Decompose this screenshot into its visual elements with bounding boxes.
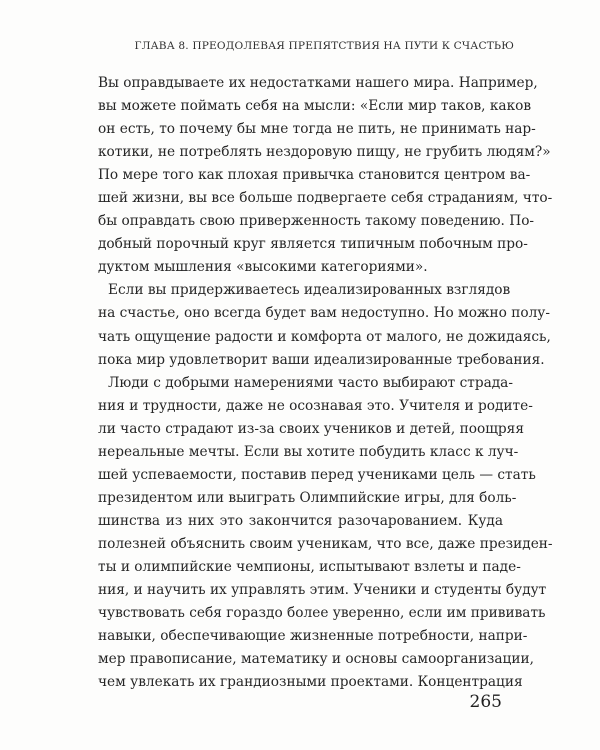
text-line: навыки, обеспечивающие жизненные потребности, напри- xyxy=(98,628,528,645)
text-line: Вы оправдываете их недостатками нашего мира. Например, xyxy=(98,75,538,91)
text-line: полезней объяснить своим ученикам, что все, даже президен- xyxy=(98,535,553,552)
text-line: на счастье, оно всегда будет вам недоступно. Но можно полу- xyxy=(98,305,550,322)
text-line: чем увлекать их грандиозными проектами. Концентрация xyxy=(98,674,523,691)
text-line: ли часто страдают из-за своих учеников и детей, поощряя xyxy=(98,420,524,437)
text-line: чать ощущение радости и комфорта от малого, не дожидаясь, xyxy=(98,328,551,345)
text-line: ты и олимпийские чемпионы, испытывают взлеты и паде- xyxy=(98,558,521,575)
text-line: дуктом мышления «высокими категориями». xyxy=(98,259,428,276)
text-line: ния и трудности, даже не осознавая это. Учителя и родите- xyxy=(98,397,533,414)
text-line: По мере того как плохая привычка становится центром ва- xyxy=(98,167,531,184)
text-line: котики, не потреблять нездоровую пищу, не грубить людям?» xyxy=(98,144,551,161)
text-line: вы можете поймать себя на мысли: «Если мир таков, каков xyxy=(98,98,532,115)
paragraph xyxy=(98,72,553,279)
paragraph xyxy=(98,372,553,695)
text-line: добный порочный круг является типичным побочным про- xyxy=(98,236,528,253)
text-line: чувствовать себя гораздо более уверенно, если им прививать xyxy=(98,605,546,622)
text-line: нереальные мечты. Если вы хотите побудить класс к луч- xyxy=(98,443,519,460)
paragraph xyxy=(98,279,551,371)
text-line: шей жизни, вы все больше подвергаете себя страданиям, что- xyxy=(98,190,553,207)
text-line: мер правописание, математику и основы самоорганизации, xyxy=(98,651,534,668)
text-line: Люди с добрыми намерениями часто выбирают страда- xyxy=(108,374,513,391)
text-line: шинства из них это закончится разочарованием. Куда xyxy=(98,512,503,529)
running-header: ГЛАВА 8. ПРЕОДОЛЕВАЯ ПРЕПЯТСТВИЯ НА ПУТИ К СЧАСТЬЮ xyxy=(134,40,514,52)
body-text xyxy=(98,72,553,694)
text-line: Если вы придерживаетесь идеализированных взглядов xyxy=(108,282,511,299)
text-line: он есть, то почему бы мне тогда не пить, не принимать нар- xyxy=(98,121,536,138)
text-line: пока мир удовлетворит ваши идеализированные требования. xyxy=(98,351,545,368)
text-line: президентом или выиграть Олимпийские игры, для боль- xyxy=(98,489,517,506)
text-line: ния, и научить их управлять этим. Ученики и студенты будут xyxy=(98,582,547,599)
page-number: 265 xyxy=(469,692,502,712)
text-line: шей успеваемости, поставив перед учениками цель — стать xyxy=(98,466,536,483)
text-line: бы оправдать свою приверженность такому поведению. По- xyxy=(98,213,535,230)
